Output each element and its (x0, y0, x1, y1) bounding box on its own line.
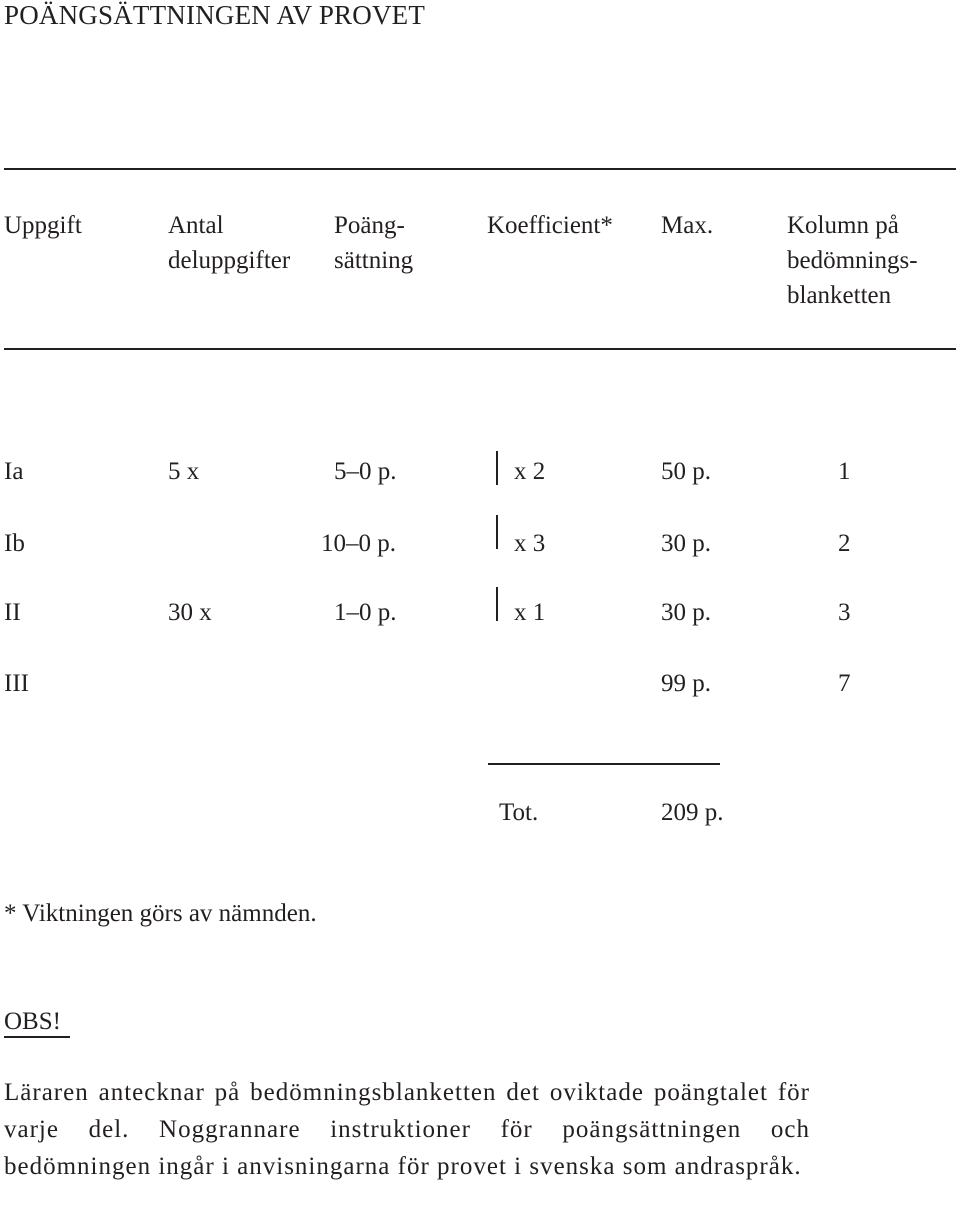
koefficient-bar (496, 515, 498, 549)
table-cell-koefficient: x 3 (514, 530, 546, 557)
total-rule (488, 763, 720, 765)
header-poang-line1: Poäng- (334, 212, 405, 239)
table-cell-max: 99 p. (661, 670, 711, 697)
table-cell-uppgift: III (4, 670, 29, 697)
table-cell-uppgift: Ib (4, 530, 25, 557)
table-cell-kolumn: 3 (838, 599, 851, 626)
header-uppgift-line: Uppgift (4, 212, 82, 239)
table-cell-poang: 10–0 p. (321, 530, 396, 557)
header-kolumn-line1: Kolumn på (787, 212, 899, 239)
table-cell-kolumn: 1 (838, 458, 851, 485)
table-cell-max: 50 p. (661, 458, 711, 485)
header-kolumn-line2: bedömnings- (787, 247, 918, 274)
total-value: 209 p. (661, 799, 724, 826)
table-cell-antal: 5 x (168, 458, 200, 485)
header-max (661, 208, 713, 243)
header-koefficient (487, 208, 613, 243)
table-cell-uppgift: II (4, 599, 21, 626)
header-poang (334, 208, 413, 278)
table-cell-koefficient: x 1 (514, 599, 546, 626)
header-uppgift (4, 208, 82, 243)
header-antal (168, 208, 290, 278)
header-bottom-rule (4, 348, 956, 350)
table-cell-koefficient: x 2 (514, 458, 546, 485)
koefficient-bar (496, 451, 498, 485)
header-antal-line2: deluppgifter (168, 247, 291, 274)
table-top-rule (4, 168, 956, 170)
table-cell-poang: 1–0 p. (334, 599, 397, 626)
table-cell-kolumn: 2 (838, 530, 851, 557)
table-cell-max: 30 p. (661, 599, 711, 626)
table-cell-antal: 30 x (168, 599, 212, 626)
header-antal-line1: Antal (168, 212, 224, 239)
total-label: Tot. (499, 799, 539, 826)
header-kolumn-line3: blanketten (787, 282, 892, 309)
header-kolumn (787, 208, 918, 313)
obs-paragraph: Läraren antecknar på bedömningsblanketten det oviktade poängtalet för varje del. Noggrannare instruktioner för poängsättningen och bedömningen ingår i anvisningarna för provet i svenska som andraspråk. (4, 1079, 810, 1180)
table-cell-kolumn: 7 (838, 670, 851, 697)
header-koefficient-line: Koefficient* (487, 212, 613, 239)
table-cell-max: 30 p. (661, 530, 711, 557)
koefficient-bar (496, 587, 498, 621)
page-title: POÄNGSÄTTNINGEN AV PROVET (4, 0, 426, 30)
header-max-line: Max. (661, 212, 714, 239)
table-cell-poang: 5–0 p. (334, 458, 397, 485)
table-cell-uppgift: Ia (4, 458, 24, 485)
header-poang-line2: sättning (334, 247, 414, 274)
footnote: * Viktningen görs av nämnden. (4, 900, 317, 927)
obs-underline (4, 1036, 70, 1038)
obs-heading: OBS! (4, 1008, 61, 1035)
